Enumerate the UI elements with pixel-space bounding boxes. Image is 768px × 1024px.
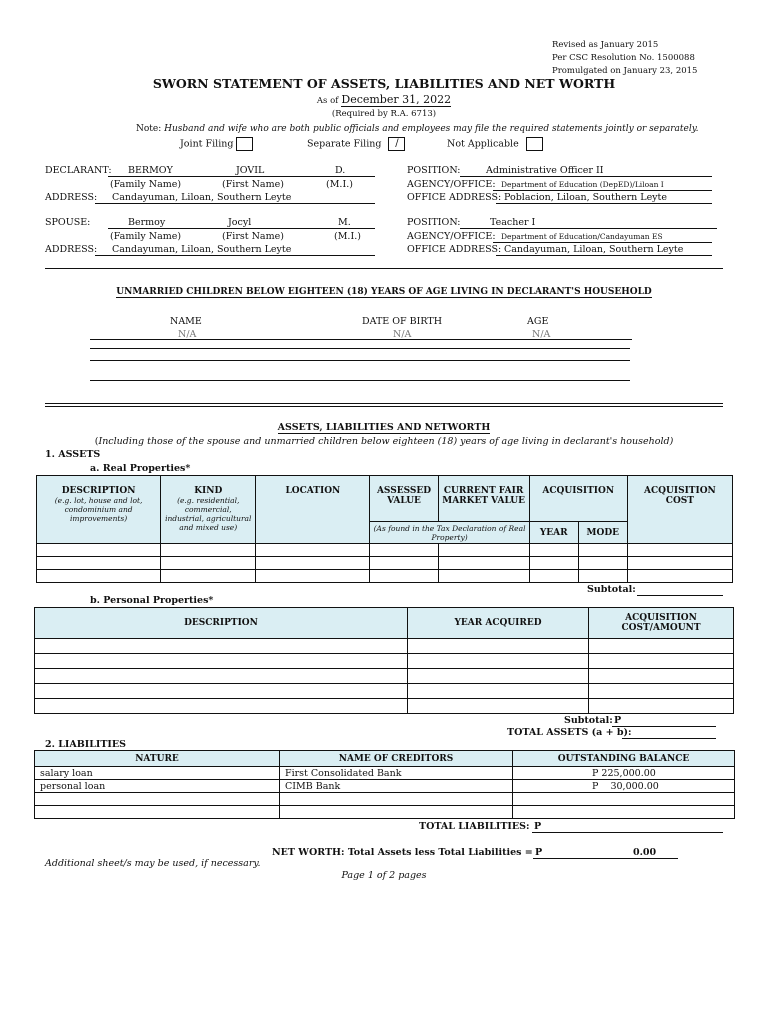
divider bbox=[45, 406, 723, 407]
assets-heading-wrap bbox=[0, 422, 768, 433]
net-worth-value: 0.00 bbox=[633, 847, 657, 858]
real-col-description-label: DESCRIPTION bbox=[61, 486, 136, 496]
joint-filing-option[interactable] bbox=[180, 137, 253, 151]
total-liabilities-prefix: P bbox=[534, 821, 542, 832]
assets-label: 1. ASSETS bbox=[45, 449, 101, 460]
assets-subheading-wrap bbox=[0, 436, 768, 447]
liab-col-nature: NATURE bbox=[35, 751, 280, 767]
spouse-mi: M. bbox=[338, 217, 351, 228]
required-by: (Required by R.A. 6713) bbox=[331, 109, 437, 119]
joint-filing-checkbox[interactable] bbox=[236, 137, 253, 151]
children-col-age: AGE bbox=[527, 316, 549, 327]
children-blank-line bbox=[90, 379, 630, 381]
real-col-description bbox=[37, 476, 161, 544]
declarant-first-name: JOVIL bbox=[236, 165, 265, 176]
liabilities-label: 2. LIABILITIES bbox=[45, 739, 126, 750]
declarant-address: Candayuman, Liloan, Southern Leyte bbox=[112, 192, 292, 203]
divider bbox=[45, 268, 723, 269]
assets-subheading: Including those of the spouse and unmarried children below eighteen (18) years of age living in declarant's household) bbox=[98, 436, 674, 447]
personal-properties-table bbox=[34, 607, 734, 714]
declarant-office-address-label: OFFICE ADDRESS: bbox=[407, 192, 502, 203]
children-col-name: NAME bbox=[170, 316, 202, 327]
spouse-office-address-label: OFFICE ADDRESS: bbox=[407, 244, 502, 255]
table-row bbox=[35, 793, 735, 806]
personal-properties-label: b. Personal Properties* bbox=[90, 595, 214, 606]
children-name-value: N/A bbox=[178, 329, 197, 340]
total-assets-line bbox=[622, 727, 716, 739]
liab-balance: P 225,000.00 bbox=[513, 767, 735, 780]
note-label: Note: bbox=[136, 124, 162, 134]
spouse-office-address: Candayuman, Liloan, Southern Leyte bbox=[504, 244, 684, 255]
as-of-line bbox=[0, 93, 768, 106]
revision-info bbox=[552, 39, 697, 78]
divider bbox=[45, 403, 723, 404]
joint-filing-label: Joint Filing bbox=[180, 138, 234, 150]
promulgated-text: Promulgated on January 23, 2015 bbox=[552, 66, 698, 76]
table-row bbox=[35, 654, 734, 669]
real-tax-note-cell bbox=[370, 522, 529, 544]
real-col-kind-label: KIND bbox=[194, 486, 223, 496]
real-subtotal-line bbox=[637, 584, 723, 596]
resolution-text: Per CSC Resolution No. 1500088 bbox=[552, 53, 695, 63]
declarant-mi-caption: (M.I.) bbox=[326, 179, 353, 190]
table-row bbox=[35, 806, 735, 819]
real-col-location: LOCATION bbox=[256, 476, 370, 544]
liab-creditor: First Consolidated Bank bbox=[280, 767, 513, 780]
as-of-date: December 31, 2022 bbox=[341, 93, 452, 106]
real-col-fair-market: CURRENT FAIR MARKET VALUE bbox=[438, 476, 529, 522]
total-liabilities-label: TOTAL LIABILITIES: bbox=[419, 821, 530, 832]
liab-nature: personal loan bbox=[35, 780, 280, 793]
spouse-agency: Department of Education/Candayuman ES bbox=[501, 232, 663, 241]
children-col-dob: DATE OF BIRTH bbox=[362, 316, 442, 327]
children-dob-value: N/A bbox=[393, 329, 412, 340]
personal-subtotal-label: Subtotal: bbox=[564, 715, 613, 726]
real-col-year: YEAR bbox=[529, 522, 578, 544]
real-properties-label: a. Real Properties* bbox=[90, 463, 191, 474]
not-applicable-option[interactable] bbox=[447, 137, 543, 151]
declarant-family-caption: (Family Name) bbox=[110, 179, 182, 190]
declarant-position: Administrative Officer II bbox=[486, 165, 604, 176]
page-title: SWORN STATEMENT OF ASSETS, LIABILITIES AND NET WORTH bbox=[152, 76, 616, 91]
table-row bbox=[35, 699, 734, 714]
real-col-kind bbox=[161, 476, 256, 544]
declarant-agency-label: AGENCY/OFFICE: bbox=[407, 179, 496, 190]
table-row bbox=[35, 669, 734, 684]
declarant-address-label: ADDRESS: bbox=[45, 192, 98, 203]
table-row bbox=[35, 684, 734, 699]
spouse-address-label: ADDRESS: bbox=[45, 244, 98, 255]
spouse-first-name: Jocyl bbox=[228, 217, 252, 228]
table-row bbox=[35, 639, 734, 654]
spouse-address: Candayuman, Liloan, Southern Leyte bbox=[112, 244, 292, 255]
separate-filing-checkbox[interactable]: / bbox=[388, 137, 405, 151]
declarant-mi: D. bbox=[335, 165, 346, 176]
not-applicable-label: Not Applicable bbox=[447, 138, 519, 150]
separate-filing-option[interactable] bbox=[307, 137, 405, 151]
liab-col-creditors: NAME OF CREDITORS bbox=[280, 751, 513, 767]
personal-col-description: DESCRIPTION bbox=[35, 608, 408, 639]
note-line bbox=[136, 124, 699, 134]
total-assets-label: TOTAL ASSETS (a + b): bbox=[507, 727, 632, 738]
as-of-label: As of bbox=[316, 96, 339, 106]
spouse-position: Teacher I bbox=[490, 217, 536, 228]
spouse-family-name: Bermoy bbox=[128, 217, 166, 228]
table-row bbox=[35, 780, 735, 793]
real-col-assessed: ASSESSED VALUE bbox=[370, 476, 438, 522]
real-col-acquisition: ACQUISITION bbox=[529, 476, 627, 522]
liab-creditor: CIMB Bank bbox=[280, 780, 513, 793]
separate-filing-label: Separate Filing bbox=[307, 138, 382, 150]
net-worth-line bbox=[533, 847, 678, 859]
declarant-family-name: BERMOY bbox=[128, 165, 173, 176]
declarant-agency: Department of Education (DepED)/Liloan I bbox=[501, 180, 664, 189]
not-applicable-checkbox[interactable] bbox=[526, 137, 543, 151]
liab-balance: P 30,000.00 bbox=[513, 780, 735, 793]
real-col-kind-note: (e.g. residential, commercial, industrial, agricultural and mixed use) bbox=[165, 496, 252, 532]
personal-subtotal-prefix: P bbox=[614, 715, 622, 726]
spouse-first-caption: (First Name) bbox=[222, 231, 284, 242]
liab-nature: salary loan bbox=[35, 767, 280, 780]
net-worth-label: NET WORTH: Total Assets less Total Liabilities = bbox=[272, 847, 533, 858]
real-col-description-note: (e.g. lot, house and lot, condominium and improvements) bbox=[54, 496, 143, 523]
liabilities-table bbox=[34, 750, 735, 819]
children-row-line bbox=[90, 329, 632, 340]
declarant-office-address: Poblacion, Liloan, Southern Leyte bbox=[504, 192, 667, 203]
children-age-value: N/A bbox=[532, 329, 551, 340]
additional-sheets-note: Additional sheet/s may be used, if necessary. bbox=[45, 858, 261, 869]
table-row bbox=[37, 570, 733, 583]
spouse-label: SPOUSE: bbox=[45, 217, 91, 228]
personal-subtotal-line bbox=[612, 715, 716, 727]
total-liabilities-line bbox=[532, 821, 723, 833]
real-subtotal-label: Subtotal: bbox=[587, 584, 636, 595]
declarant-label: DECLARANT: bbox=[45, 165, 112, 176]
spouse-agency-label: AGENCY/OFFICE: bbox=[407, 231, 496, 242]
personal-col-year: YEAR ACQUIRED bbox=[408, 608, 589, 639]
children-heading: UNMARRIED CHILDREN BELOW EIGHTEEN (18) YEARS OF AGE LIVING IN DECLARANT'S HOUSEHOLD bbox=[116, 287, 652, 297]
spouse-mi-caption: (M.I.) bbox=[334, 231, 361, 242]
net-worth-prefix: P bbox=[535, 847, 543, 858]
table-row bbox=[35, 767, 735, 780]
liab-col-balance: OUTSTANDING BALANCE bbox=[513, 751, 735, 767]
real-tax-note: (As found in the Tax Declaration of Real Property) bbox=[373, 523, 526, 542]
declarant-first-caption: (First Name) bbox=[222, 179, 284, 190]
assets-heading: ASSETS, LIABILITIES AND NETWORTH bbox=[277, 422, 491, 433]
real-col-acq-cost: ACQUISITION COST bbox=[627, 476, 732, 544]
real-properties-table bbox=[36, 475, 733, 583]
children-blank-line bbox=[90, 347, 630, 349]
assets-subheading-open: ( bbox=[94, 436, 99, 447]
table-row bbox=[37, 557, 733, 570]
personal-col-cost: ACQUISITION COST/AMOUNT bbox=[589, 608, 734, 639]
real-col-mode: MODE bbox=[578, 522, 627, 544]
note-text: Husband and wife who are both public officials and employees may file the required statements jointly or separately. bbox=[164, 124, 699, 134]
revised-text: Revised as January 2015 bbox=[552, 40, 659, 50]
page-number: Page 1 of 2 pages bbox=[341, 870, 427, 881]
declarant-position-label: POSITION: bbox=[407, 165, 461, 176]
table-row bbox=[37, 544, 733, 557]
children-blank-line bbox=[90, 359, 630, 361]
spouse-family-caption: (Family Name) bbox=[110, 231, 182, 242]
spouse-position-label: POSITION: bbox=[407, 217, 461, 228]
children-heading-wrap bbox=[0, 286, 768, 297]
